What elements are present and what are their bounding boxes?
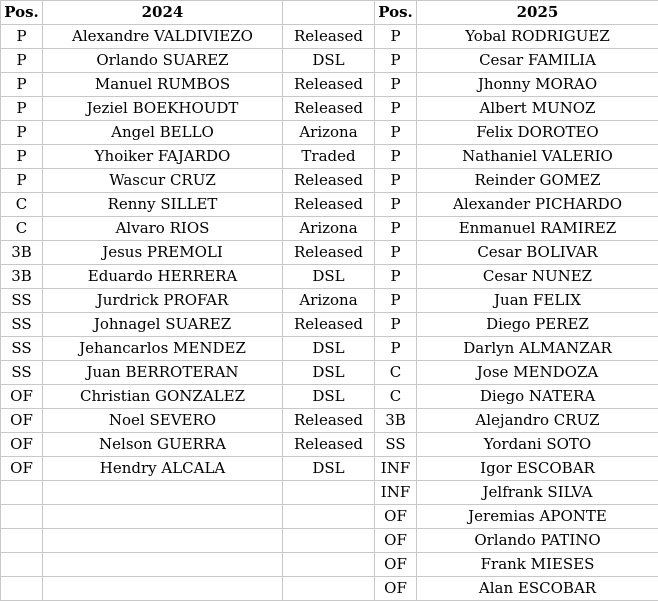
status-cell: DSL — [283, 361, 375, 385]
player-2024-cell: Wascur CRUZ — [43, 169, 283, 193]
pos-2025-cell: P — [375, 49, 417, 73]
player-2025-cell: Jhonny MORAO — [417, 73, 658, 97]
pos-2025-cell: INF — [375, 457, 417, 481]
pos-2024-cell: OF — [1, 385, 43, 409]
player-2025-cell: Diego PEREZ — [417, 313, 658, 337]
player-2025-cell: Yobal RODRIGUEZ — [417, 25, 658, 49]
status-cell: Released — [283, 241, 375, 265]
player-2025-cell: Albert MUNOZ — [417, 97, 658, 121]
table-row — [1, 481, 658, 505]
pos-2024-cell — [1, 553, 43, 577]
table-row — [1, 265, 658, 289]
header-year-2024: 2024 — [43, 1, 283, 25]
pos-2024-cell: OF — [1, 409, 43, 433]
pos-2024-cell — [1, 481, 43, 505]
table-row — [1, 121, 658, 145]
pos-2025-cell: P — [375, 193, 417, 217]
player-2024-cell: Angel BELLO — [43, 121, 283, 145]
pos-2025-cell: 3B — [375, 409, 417, 433]
pos-2025-cell: INF — [375, 481, 417, 505]
pos-2024-cell: P — [1, 73, 43, 97]
pos-2024-cell: P — [1, 97, 43, 121]
table-row — [1, 361, 658, 385]
player-2024-cell: Renny SILLET — [43, 193, 283, 217]
status-cell: DSL — [283, 457, 375, 481]
status-cell — [283, 577, 375, 601]
player-2024-cell — [43, 553, 283, 577]
pos-2025-cell: P — [375, 145, 417, 169]
player-2024-cell: Alvaro RIOS — [43, 217, 283, 241]
pos-2024-cell: 3B — [1, 241, 43, 265]
table-row — [1, 553, 658, 577]
player-2025-cell: Jelfrank SILVA — [417, 481, 658, 505]
status-cell: DSL — [283, 385, 375, 409]
status-cell: Released — [283, 193, 375, 217]
table-row — [1, 457, 658, 481]
pos-2025-cell: P — [375, 121, 417, 145]
pos-2024-cell: P — [1, 145, 43, 169]
table-row — [1, 337, 658, 361]
pos-2025-cell: P — [375, 241, 417, 265]
player-2024-cell — [43, 529, 283, 553]
pos-2024-cell: 3B — [1, 265, 43, 289]
player-2024-cell: Orlando SUAREZ — [43, 49, 283, 73]
pos-2024-cell: C — [1, 217, 43, 241]
pos-2025-cell: P — [375, 217, 417, 241]
player-2025-cell: Diego NATERA — [417, 385, 658, 409]
status-cell: Released — [283, 313, 375, 337]
status-cell: Traded — [283, 145, 375, 169]
status-cell: DSL — [283, 265, 375, 289]
status-cell: Released — [283, 409, 375, 433]
pos-2025-cell: P — [375, 25, 417, 49]
player-2024-cell: Nelson GUERRA — [43, 433, 283, 457]
pos-2024-cell: SS — [1, 337, 43, 361]
table-row — [1, 97, 658, 121]
pos-2024-cell: SS — [1, 289, 43, 313]
table-row — [1, 25, 658, 49]
pos-2025-cell: OF — [375, 529, 417, 553]
status-cell: Released — [283, 433, 375, 457]
status-cell: DSL — [283, 49, 375, 73]
player-2025-cell: Alejandro CRUZ — [417, 409, 658, 433]
pos-2025-cell: OF — [375, 553, 417, 577]
pos-2024-cell: OF — [1, 457, 43, 481]
pos-2025-cell: OF — [375, 577, 417, 601]
pos-2024-cell: P — [1, 49, 43, 73]
player-2025-cell: Nathaniel VALERIO — [417, 145, 658, 169]
status-cell: Arizona — [283, 217, 375, 241]
status-cell — [283, 529, 375, 553]
header-year-2025: 2025 — [417, 1, 658, 25]
header-pos-2025: Pos. — [375, 1, 417, 25]
table-row — [1, 145, 658, 169]
player-2025-cell: Alan ESCOBAR — [417, 577, 658, 601]
player-2024-cell — [43, 577, 283, 601]
pos-2024-cell: P — [1, 25, 43, 49]
status-cell: Arizona — [283, 289, 375, 313]
table-row — [1, 313, 658, 337]
pos-2025-cell: P — [375, 313, 417, 337]
player-2025-cell: Cesar BOLIVAR — [417, 241, 658, 265]
pos-2025-cell: SS — [375, 433, 417, 457]
pos-2025-cell: P — [375, 265, 417, 289]
pos-2025-cell: P — [375, 97, 417, 121]
table-row — [1, 193, 658, 217]
table-row — [1, 385, 658, 409]
player-2025-cell: Reinder GOMEZ — [417, 169, 658, 193]
player-2025-cell: Cesar FAMILIA — [417, 49, 658, 73]
table-row — [1, 169, 658, 193]
player-2025-cell: Cesar NUNEZ — [417, 265, 658, 289]
table-row — [1, 217, 658, 241]
status-cell: Released — [283, 25, 375, 49]
status-cell: DSL — [283, 337, 375, 361]
player-2024-cell: Yhoiker FAJARDO — [43, 145, 283, 169]
pos-2025-cell: OF — [375, 505, 417, 529]
player-2025-cell: Juan FELIX — [417, 289, 658, 313]
player-2024-cell: Hendry ALCALA — [43, 457, 283, 481]
player-2024-cell: Eduardo HERRERA — [43, 265, 283, 289]
table-row — [1, 409, 658, 433]
player-2025-cell: Felix DOROTEO — [417, 121, 658, 145]
pos-2024-cell: OF — [1, 433, 43, 457]
pos-2025-cell: P — [375, 169, 417, 193]
player-2024-cell: Christian GONZALEZ — [43, 385, 283, 409]
table-row — [1, 529, 658, 553]
player-2025-cell: Jose MENDOZA — [417, 361, 658, 385]
player-2025-cell: Enmanuel RAMIREZ — [417, 217, 658, 241]
player-2024-cell — [43, 481, 283, 505]
pos-2024-cell: P — [1, 169, 43, 193]
player-2024-cell: Johnagel SUAREZ — [43, 313, 283, 337]
status-cell — [283, 553, 375, 577]
player-2025-cell: Yordani SOTO — [417, 433, 658, 457]
player-2025-cell: Darlyn ALMANZAR — [417, 337, 658, 361]
player-2024-cell: Jesus PREMOLI — [43, 241, 283, 265]
header-status — [283, 1, 375, 25]
status-cell: Released — [283, 169, 375, 193]
player-2024-cell: Noel SEVERO — [43, 409, 283, 433]
player-2025-cell: Alexander PICHARDO — [417, 193, 658, 217]
player-2024-cell: Juan BERROTERAN — [43, 361, 283, 385]
status-cell: Arizona — [283, 121, 375, 145]
table-row — [1, 73, 658, 97]
pos-2024-cell: C — [1, 193, 43, 217]
player-2024-cell: Jeziel BOEKHOUDT — [43, 97, 283, 121]
player-2024-cell: Jehancarlos MENDEZ — [43, 337, 283, 361]
player-2025-cell: Orlando PATINO — [417, 529, 658, 553]
header-row — [1, 1, 658, 25]
player-2025-cell: Frank MIESES — [417, 553, 658, 577]
pos-2024-cell — [1, 529, 43, 553]
pos-2024-cell — [1, 577, 43, 601]
table-row — [1, 505, 658, 529]
table-row — [1, 49, 658, 73]
pos-2025-cell: C — [375, 361, 417, 385]
pos-2024-cell — [1, 505, 43, 529]
pos-2025-cell: C — [375, 385, 417, 409]
player-2025-cell: Igor ESCOBAR — [417, 457, 658, 481]
header-pos-2024: Pos. — [1, 1, 43, 25]
table-row — [1, 241, 658, 265]
player-2024-cell: Manuel RUMBOS — [43, 73, 283, 97]
table-row — [1, 577, 658, 601]
status-cell: Released — [283, 73, 375, 97]
status-cell — [283, 505, 375, 529]
status-cell — [283, 481, 375, 505]
pos-2025-cell: P — [375, 337, 417, 361]
pos-2024-cell: SS — [1, 313, 43, 337]
status-cell: Released — [283, 97, 375, 121]
player-2025-cell: Jeremias APONTE — [417, 505, 658, 529]
player-2024-cell: Alexandre VALDIVIEZO — [43, 25, 283, 49]
pos-2024-cell: P — [1, 121, 43, 145]
pos-2025-cell: P — [375, 289, 417, 313]
player-2024-cell: Jurdrick PROFAR — [43, 289, 283, 313]
player-2024-cell — [43, 505, 283, 529]
pos-2024-cell: SS — [1, 361, 43, 385]
pos-2025-cell: P — [375, 73, 417, 97]
table-row — [1, 289, 658, 313]
table-row — [1, 433, 658, 457]
